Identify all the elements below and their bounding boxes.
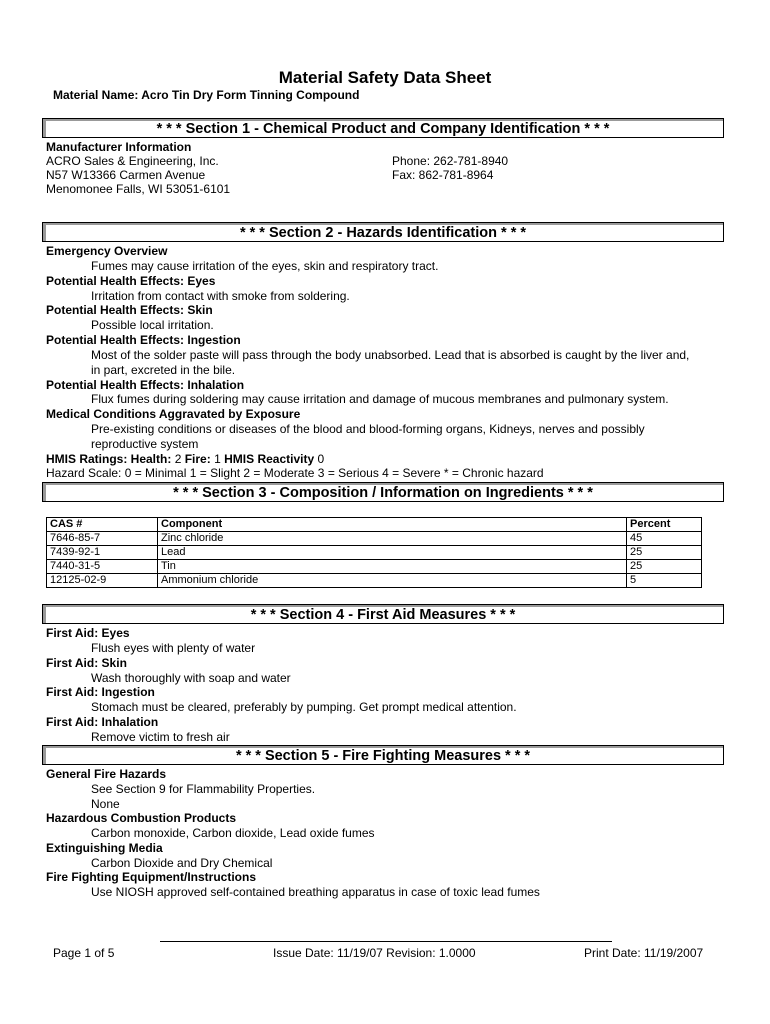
material-name: Material Name: Acro Tin Dry Form Tinning Compound xyxy=(53,88,360,102)
hmis-reactivity-label: HMIS Reactivity xyxy=(224,452,315,466)
general-fire-hazards-heading: General Fire Hazards xyxy=(46,767,167,781)
hmis-ratings xyxy=(46,452,324,466)
first-aid-skin-heading: First Aid: Skin xyxy=(46,656,127,670)
inhalation-text: Flux fumes during soldering may cause irritation and damage of mucous membranes and pulmonary system. xyxy=(91,392,669,406)
extinguishing-media-text: Carbon Dioxide and Dry Chemical xyxy=(91,856,273,870)
fire-fighting-equipment-text: Use NIOSH approved self-contained breathing apparatus in case of toxic lead fumes xyxy=(91,885,540,899)
section-2-header: * * * Section 2 - Hazards Identification * * * xyxy=(42,222,724,242)
section-3-header: * * * Section 3 - Composition / Information on Ingredients * * * xyxy=(42,482,724,502)
header-percent: Percent xyxy=(627,518,702,532)
section-4-header: * * * Section 4 - First Aid Measures * * * xyxy=(42,604,724,624)
section-1-header: * * * Section 1 - Chemical Product and Company Identification * * * xyxy=(42,118,724,138)
extinguishing-media-heading: Extinguishing Media xyxy=(46,841,163,855)
component-cell: Tin xyxy=(158,560,627,574)
hmis-fire-value: 1 xyxy=(214,452,221,466)
emergency-overview-text: Fumes may cause irritation of the eyes, skin and respiratory tract. xyxy=(91,259,439,273)
combustion-products-text: Carbon monoxide, Carbon dioxide, Lead oxide fumes xyxy=(91,826,375,840)
hazard-scale: Hazard Scale: 0 = Minimal 1 = Slight 2 = Moderate 3 = Serious 4 = Severe * = Chronic hazard xyxy=(46,466,544,480)
medical-conditions-heading: Medical Conditions Aggravated by Exposure xyxy=(46,407,301,421)
table-row xyxy=(47,560,702,574)
address-line-2: N57 W13366 Carmen Avenue xyxy=(46,168,206,182)
manufacturer-heading: Manufacturer Information xyxy=(46,140,192,154)
address-line-3: Menomonee Falls, WI 53051-6101 xyxy=(46,182,231,196)
first-aid-eyes-text: Flush eyes with plenty of water xyxy=(91,641,256,655)
first-aid-eyes-heading: First Aid: Eyes xyxy=(46,626,130,640)
component-cell: Zinc chloride xyxy=(158,532,627,546)
percent-cell: 25 xyxy=(627,560,702,574)
issue-date: Issue Date: 11/19/07 Revision: 1.0000 xyxy=(273,946,476,960)
section-5-header: * * * Section 5 - Fire Fighting Measures * * * xyxy=(42,745,724,765)
ingestion-text-2: in part, excreted in the bile. xyxy=(91,363,236,377)
component-cell: Ammonium chloride xyxy=(158,574,627,588)
inhalation-heading: Potential Health Effects: Inhalation xyxy=(46,378,245,392)
hmis-reactivity-value: 0 xyxy=(317,452,325,466)
skin-heading: Potential Health Effects: Skin xyxy=(46,303,213,317)
ingestion-text-1: Most of the solder paste will pass through the body unabsorbed. Lead that is absorbed is caught by the liver and, xyxy=(91,348,690,362)
print-date: Print Date: 11/19/2007 xyxy=(584,946,704,960)
general-fire-hazards-text-2: None xyxy=(91,797,120,811)
skin-text: Possible local irritation. xyxy=(91,318,214,332)
hmis-health-value: 2 xyxy=(174,452,182,466)
ingestion-heading: Potential Health Effects: Ingestion xyxy=(46,333,241,347)
cas-cell: 7439-92-1 xyxy=(47,546,158,560)
emergency-overview-heading: Emergency Overview xyxy=(46,244,168,258)
general-fire-hazards-text-1: See Section 9 for Flammability Properties. xyxy=(91,782,316,796)
document-title: Material Safety Data Sheet xyxy=(278,68,492,87)
combustion-products-heading: Hazardous Combustion Products xyxy=(46,811,237,825)
eyes-text: Irritation from contact with smoke from soldering. xyxy=(91,289,350,303)
fire-fighting-equipment-heading: Fire Fighting Equipment/Instructions xyxy=(46,870,256,884)
first-aid-inhalation-text: Remove victim to fresh air xyxy=(91,730,230,744)
address-line-1: ACRO Sales & Engineering, Inc. xyxy=(46,154,219,168)
hmis-label: HMIS Ratings: Health: xyxy=(46,452,172,466)
hmis-fire-label: Fire: xyxy=(184,452,211,466)
footer-divider xyxy=(160,941,612,942)
composition-table xyxy=(46,517,702,588)
percent-cell: 25 xyxy=(627,546,702,560)
first-aid-inhalation-heading: First Aid: Inhalation xyxy=(46,715,159,729)
table-row xyxy=(47,532,702,546)
fax-number: Fax: 862-781-8964 xyxy=(392,168,494,182)
header-cas: CAS # xyxy=(47,518,158,532)
first-aid-ingestion-heading: First Aid: Ingestion xyxy=(46,685,155,699)
table-row xyxy=(47,574,702,588)
medical-conditions-text-2: reproductive system xyxy=(91,437,199,451)
header-component: Component xyxy=(158,518,627,532)
percent-cell: 5 xyxy=(627,574,702,588)
first-aid-ingestion-text: Stomach must be cleared, preferably by pumping. Get prompt medical attention. xyxy=(91,700,517,714)
first-aid-skin-text: Wash thoroughly with soap and water xyxy=(91,671,291,685)
eyes-heading: Potential Health Effects: Eyes xyxy=(46,274,216,288)
cas-cell: 7646-85-7 xyxy=(47,532,158,546)
medical-conditions-text-1: Pre-existing conditions or diseases of the blood and blood-forming organs, Kidneys, nerves and possibly xyxy=(91,422,645,436)
table-row xyxy=(47,546,702,560)
percent-cell: 45 xyxy=(627,532,702,546)
cas-cell: 12125-02-9 xyxy=(47,574,158,588)
table-header-row xyxy=(47,518,702,532)
component-cell: Lead xyxy=(158,546,627,560)
phone-number: Phone: 262-781-8940 xyxy=(392,154,509,168)
page-number: Page 1 of 5 xyxy=(53,946,115,960)
cas-cell: 7440-31-5 xyxy=(47,560,158,574)
